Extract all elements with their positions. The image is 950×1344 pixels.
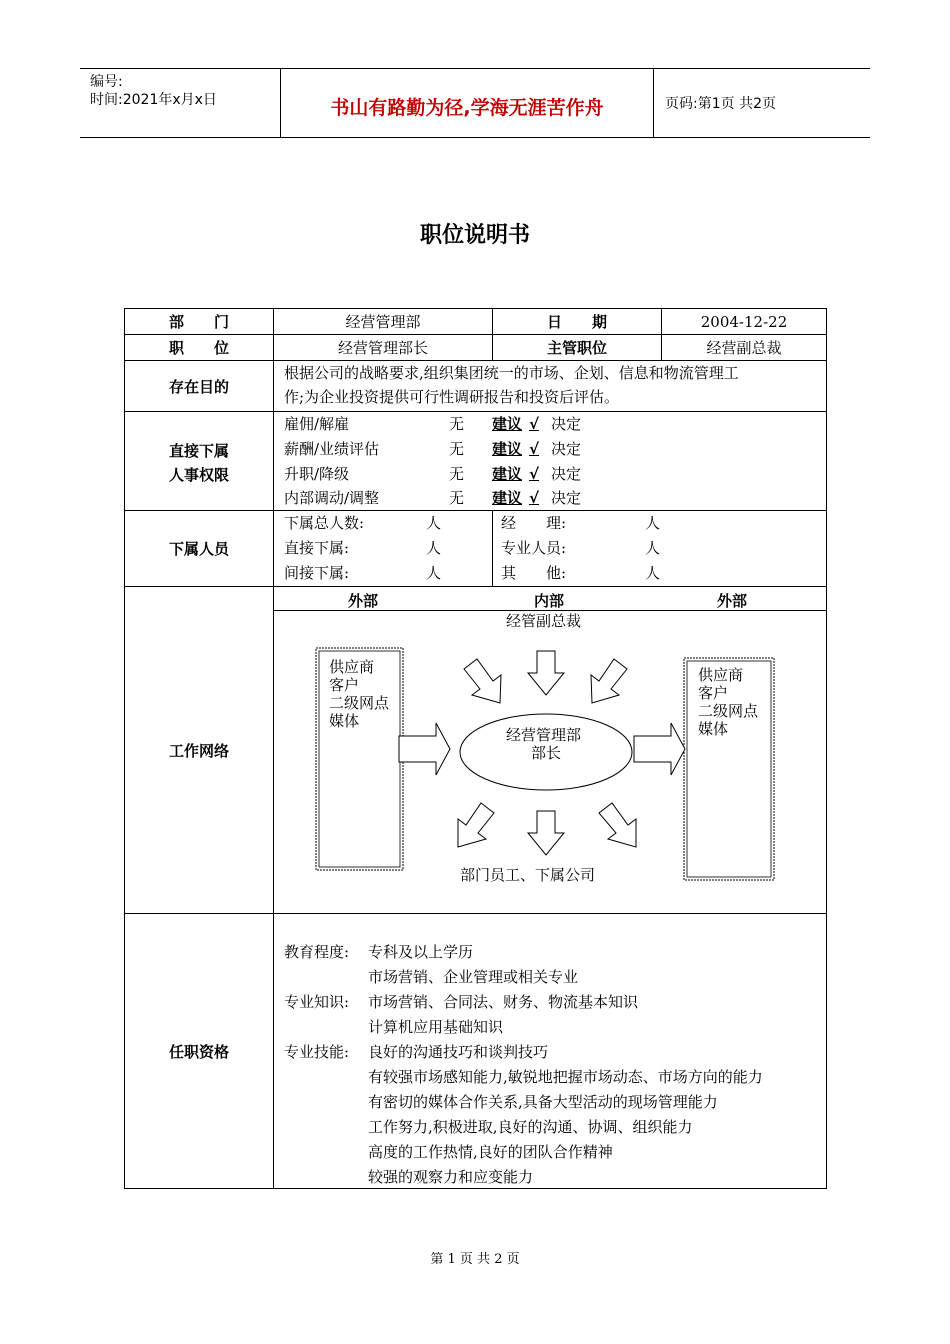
- arrow-right-icon: [634, 723, 685, 775]
- qual-value: 较强的观察力和应变能力: [368, 1168, 534, 1186]
- qual-key: 专业知识:: [284, 993, 350, 1011]
- qual-value: 专科及以上学历: [368, 943, 474, 961]
- supervisor-value: 经营副总裁: [661, 334, 827, 361]
- partner-item: 媒体: [329, 712, 360, 730]
- authority-decide: 决定: [551, 489, 582, 507]
- authority-none: 无: [449, 415, 465, 433]
- authority-row: [284, 462, 582, 487]
- authority-none: 无: [449, 489, 465, 507]
- purpose-line: 根据公司的战略要求,组织集团统一的市场、企划、信息和物流管理工: [284, 364, 739, 382]
- qual-value: 高度的工作热情,良好的团队合作精神: [368, 1143, 613, 1161]
- qual-value: 有密切的媒体合作关系,具备大型活动的现场管理能力: [368, 1093, 718, 1111]
- qual-key: 专业技能:: [284, 1043, 350, 1061]
- authority-decide: 决定: [551, 465, 582, 483]
- partner-item: 二级网点: [329, 694, 390, 712]
- subordinates-right-cell: [492, 510, 827, 587]
- authority-row: [284, 486, 582, 511]
- authority-suggest: 建议: [492, 440, 523, 458]
- supervisor-label: 主管职位: [492, 334, 662, 361]
- authority-row: [284, 412, 582, 437]
- authority-label: 直接下属: [168, 442, 229, 460]
- sub-count-label: 间接下属:: [284, 564, 350, 582]
- page-label: 页码:第1页 共2页: [665, 96, 776, 112]
- authority-none: 无: [449, 465, 465, 483]
- authority-suggest: 建议: [492, 465, 523, 483]
- subordinates-label: 下属人员: [124, 510, 274, 587]
- partner-item: 媒体: [698, 720, 729, 738]
- authority-cell: [273, 411, 827, 511]
- check-mark: √: [529, 415, 540, 433]
- arrow-diagonal-icon: [458, 803, 494, 847]
- position-label: 职 位: [124, 334, 274, 361]
- authority-decide: 决定: [551, 415, 582, 433]
- network-header: 外部: [717, 592, 748, 610]
- left-partner-list: [329, 658, 389, 730]
- check-mark: √: [529, 465, 540, 483]
- authority-none: 无: [449, 440, 465, 458]
- purpose-line: 作;为企业投资提供可行性调研报告和投资后评估。: [284, 388, 620, 406]
- partner-item: 供应商: [698, 666, 744, 684]
- network-center-node: 部长: [531, 744, 562, 762]
- arrow-right-icon: [399, 723, 450, 775]
- check-mark: √: [529, 489, 540, 507]
- qual-value: 计算机应用基础知识: [368, 1018, 504, 1036]
- header-motto-cell: [281, 69, 654, 137]
- authority-label-cell: [124, 411, 274, 511]
- subordinates-left-cell: [273, 510, 493, 587]
- qual-label: 任职资格: [124, 913, 274, 1189]
- dept-value: 经营管理部: [273, 308, 493, 335]
- arrow-diagonal-icon: [464, 659, 501, 703]
- partner-item: 供应商: [329, 658, 375, 676]
- motto: 书山有路勤为径,学海无涯苦作舟: [330, 97, 604, 119]
- sub-count-label: 专业人员:: [501, 539, 567, 557]
- authority-label: 人事权限: [168, 466, 229, 484]
- qual-value: 良好的沟通技巧和谈判技巧: [368, 1043, 549, 1061]
- position-value: 经营管理部长: [273, 334, 493, 361]
- sub-count-unit: 人: [645, 514, 661, 532]
- arrow-down-icon: [528, 651, 564, 695]
- sub-count-label: 经 理:: [501, 514, 567, 532]
- dept-label: 部 门: [124, 308, 274, 335]
- authority-row: [284, 437, 582, 462]
- header-meta: [80, 69, 281, 137]
- qual-value: 有较强市场感知能力,敏锐地把握市场动态、市场方向的能力: [368, 1068, 763, 1086]
- check-mark: √: [529, 440, 540, 458]
- sub-count-unit: 人: [645, 564, 661, 582]
- arrow-diagonal-icon: [591, 659, 627, 703]
- qual-key: 教育程度:: [284, 943, 350, 961]
- network-header-row: [273, 586, 827, 611]
- right-partner-list: [698, 666, 758, 738]
- purpose-cell: [273, 360, 827, 412]
- date-label: 日 期: [492, 308, 662, 335]
- authority-item: 雇佣/解雇: [284, 415, 350, 433]
- authority-decide: 决定: [551, 440, 582, 458]
- sub-count-unit: 人: [426, 514, 442, 532]
- qual-cell: [273, 913, 827, 1189]
- sub-count-unit: 人: [426, 564, 442, 582]
- header-page-cell: [655, 69, 870, 137]
- page-footer: 第 1 页 共 2 页: [430, 1252, 520, 1267]
- sub-count-unit: 人: [645, 539, 661, 557]
- network-label: 工作网络: [124, 586, 274, 914]
- network-header: 内部: [534, 592, 565, 610]
- qual-value: 市场营销、企业管理或相关专业: [368, 968, 579, 986]
- authority-suggest: 建议: [492, 489, 523, 507]
- purpose-label: 存在目的: [124, 360, 274, 412]
- authority-suggest: 建议: [492, 415, 523, 433]
- partner-item: 客户: [329, 676, 360, 694]
- qual-value: 市场营销、合同法、财务、物流基本知识: [368, 993, 639, 1011]
- arrow-down-icon: [528, 811, 564, 855]
- sub-count-label: 下属总人数:: [284, 514, 365, 532]
- arrow-diagonal-icon: [599, 803, 636, 847]
- partner-item: 客户: [698, 684, 729, 702]
- number-label: 编号:: [90, 74, 123, 90]
- partner-item: 二级网点: [698, 702, 759, 720]
- network-top-node: 经管副总裁: [506, 612, 582, 630]
- network-bottom-node: 部门员工、下属公司: [460, 866, 596, 884]
- network-center-node: 经营管理部: [506, 726, 582, 744]
- sub-count-unit: 人: [426, 539, 442, 557]
- network-header: 外部: [348, 592, 379, 610]
- authority-item: 升职/降级: [284, 465, 350, 483]
- network-diagram: [273, 610, 827, 914]
- date-label: 时间:2021年x月x日: [90, 92, 217, 108]
- authority-item: 薪酬/业绩评估: [284, 440, 380, 458]
- authority-item: 内部调动/调整: [284, 489, 380, 507]
- qual-value: 工作努力,积极进取,良好的沟通、协调、组织能力: [368, 1118, 693, 1136]
- page-header: [80, 68, 870, 138]
- sub-count-label: 直接下属:: [284, 539, 350, 557]
- document-title: 职位说明书: [419, 223, 530, 248]
- date-value: 2004-12-22: [661, 308, 827, 335]
- sub-count-label: 其 他:: [501, 564, 567, 582]
